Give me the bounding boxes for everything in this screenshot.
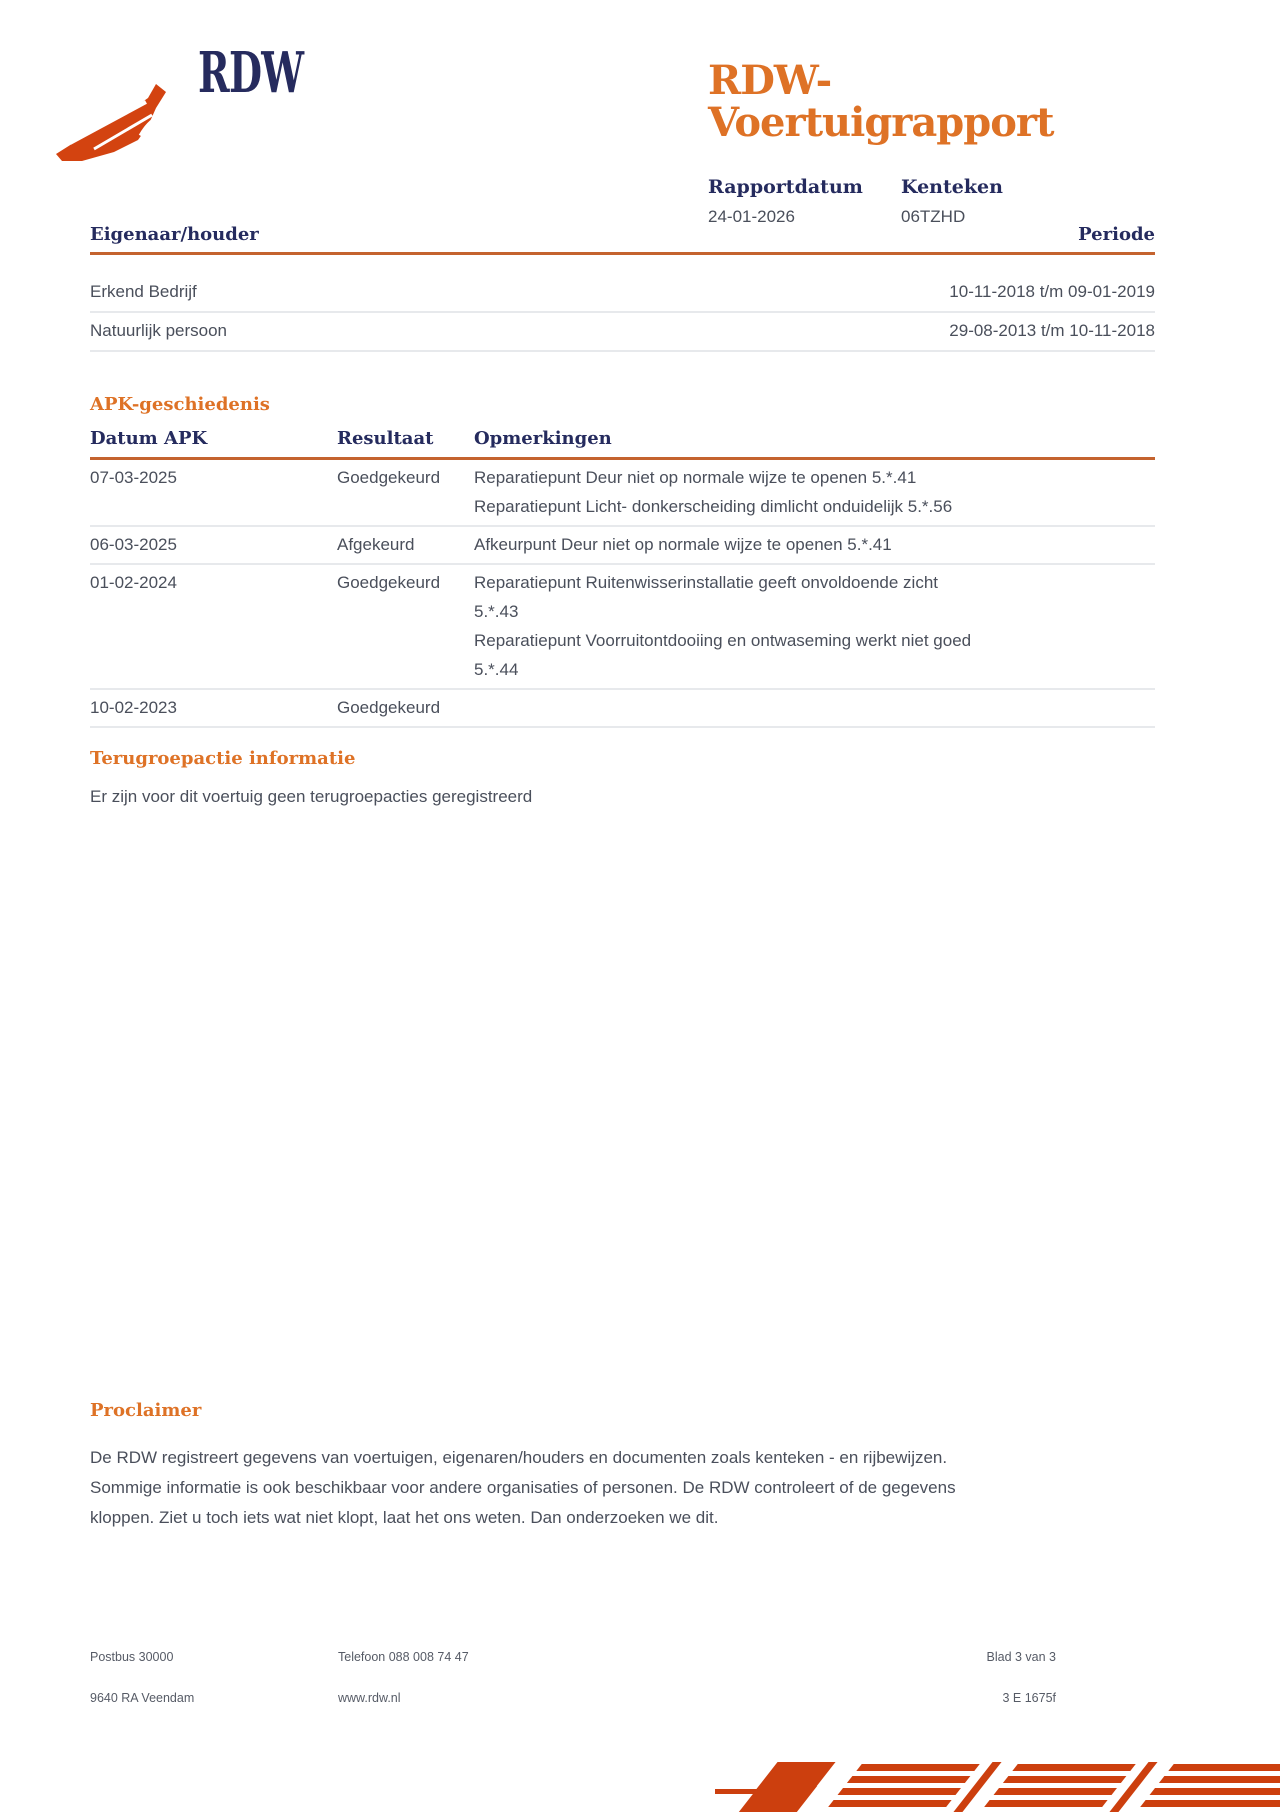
apk-date-cell: 07-03-2025 bbox=[90, 468, 177, 487]
proclaimer-section bbox=[90, 1400, 1155, 1533]
apk-table-row bbox=[90, 690, 1155, 728]
speed-graphic-striped-block bbox=[824, 1764, 980, 1812]
footer-website-link[interactable]: www.rdw.nl bbox=[338, 1691, 401, 1705]
proclaimer-line: kloppen. Ziet u toch iets wat niet klopt, laat het ons weten. Dan onderzoeken we dit. bbox=[90, 1508, 719, 1527]
apk-remark-line: Reparatiepunt Ruitenwisserinstallatie geeft onvoldoende zicht bbox=[474, 573, 939, 592]
footer-phone: Telefoon 088 008 74 47 bbox=[338, 1650, 469, 1664]
apk-col-header-date: Datum APK bbox=[90, 428, 208, 449]
proclaimer-body bbox=[90, 1443, 1155, 1533]
speed-graphic-striped-block bbox=[980, 1764, 1136, 1812]
apk-table-row bbox=[90, 460, 1155, 527]
recall-section-heading: Terugroepactie informatie bbox=[90, 748, 356, 769]
kenteken-value: 06TZHD bbox=[901, 207, 966, 226]
report-header bbox=[708, 57, 1168, 227]
apk-remarks-cell bbox=[474, 463, 1155, 521]
owner-name: Natuurlijk persoon bbox=[90, 321, 228, 340]
apk-remark-line: 5.*.43 bbox=[474, 602, 519, 621]
proclaimer-line: Sommige informatie is ook beschikbaar voor andere organisaties of personen. De RDW controleert of de gegevens bbox=[90, 1478, 956, 1497]
footer-page-indicator: Blad 3 van 3 bbox=[986, 1650, 1056, 1664]
apk-date-cell: 10-02-2023 bbox=[90, 698, 177, 717]
proclaimer-heading: Proclaimer bbox=[90, 1400, 202, 1421]
apk-date-cell: 06-03-2025 bbox=[90, 535, 177, 554]
apk-remark-line: Reparatiepunt Voorruitontdooiing en ontwaseming werkt niet goed bbox=[474, 631, 972, 650]
page-footer bbox=[90, 1650, 1056, 1705]
rdw-logo-swoosh-icon bbox=[54, 82, 182, 162]
speed-graphic-block bbox=[756, 1762, 835, 1789]
recall-section bbox=[90, 748, 1155, 812]
report-meta bbox=[708, 176, 1168, 227]
owner-period: 10-11-2018 t/m 09-01-2019 bbox=[949, 282, 1155, 301]
footer-address-line2: 9640 RA Veendam bbox=[90, 1691, 195, 1705]
apk-date-cell: 01-02-2024 bbox=[90, 573, 177, 592]
apk-remarks-cell bbox=[474, 568, 1155, 684]
owner-name: Erkend Bedrijf bbox=[90, 282, 197, 301]
speed-graphic-striped-block bbox=[1136, 1764, 1280, 1812]
kenteken-label: Kenteken bbox=[901, 176, 1003, 198]
apk-section-heading: APK-geschiedenis bbox=[90, 394, 270, 415]
owner-section-rule bbox=[90, 252, 1155, 255]
page-title: RDW-Voertuigrapport bbox=[708, 57, 1054, 146]
apk-remark-line: Reparatiepunt Licht- donkerscheiding dimlicht onduidelijk 5.*.56 bbox=[474, 497, 953, 516]
apk-result-cell: Goedgekeurd bbox=[337, 468, 441, 487]
apk-table-row bbox=[90, 565, 1155, 690]
apk-table-header bbox=[90, 428, 1155, 449]
owner-row bbox=[90, 277, 1155, 313]
apk-history-section bbox=[90, 394, 1155, 728]
rdw-wordmark: RDW bbox=[198, 40, 304, 106]
footer-address-line1: Postbus 30000 bbox=[90, 1650, 174, 1664]
apk-result-cell: Goedgekeurd bbox=[337, 573, 441, 592]
owner-section-heading: Eigenaar/houder bbox=[90, 224, 259, 245]
report-date-label: Rapportdatum bbox=[708, 176, 863, 198]
apk-col-header-result: Resultaat bbox=[337, 428, 434, 449]
footer-doc-code: 3 E 1675f bbox=[1002, 1691, 1056, 1705]
apk-result-cell: Afgekeurd bbox=[337, 535, 415, 554]
apk-table-row bbox=[90, 527, 1155, 565]
report-date-value: 24-01-2026 bbox=[708, 207, 795, 226]
apk-remark-line: 5.*.44 bbox=[474, 660, 519, 679]
apk-remarks-cell bbox=[474, 693, 1155, 722]
recall-section-body: Er zijn voor dit voertuig geen terugroepacties geregistreerd bbox=[90, 787, 533, 806]
period-heading: Periode bbox=[1078, 224, 1155, 245]
apk-col-header-remarks: Opmerkingen bbox=[474, 428, 612, 449]
owner-section bbox=[90, 224, 1155, 352]
apk-remark-line: Reparatiepunt Deur niet op normale wijze te openen 5.*.41 bbox=[474, 468, 917, 487]
owner-period: 29-08-2013 t/m 10-11-2018 bbox=[949, 321, 1155, 340]
apk-result-cell: Goedgekeurd bbox=[337, 698, 441, 717]
apk-remark-line: Afkeurpunt Deur niet op normale wijze te openen 5.*.41 bbox=[474, 535, 892, 554]
apk-remarks-cell bbox=[474, 530, 1155, 559]
owner-row bbox=[90, 313, 1155, 352]
footer-speed-graphic bbox=[715, 1762, 1280, 1812]
proclaimer-line: De RDW registreert gegevens van voertuigen, eigenaren/houders en documenten zoals kenteken - en rijbewijzen. bbox=[90, 1448, 948, 1467]
